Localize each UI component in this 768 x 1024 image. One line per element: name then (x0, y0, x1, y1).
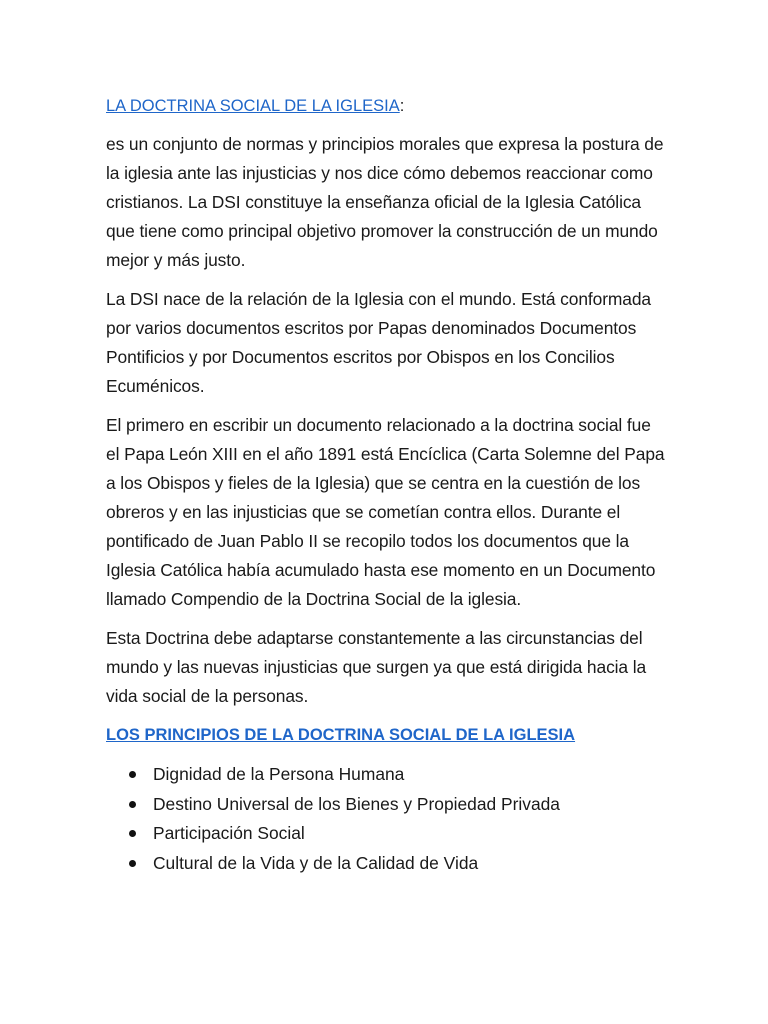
document-page (106, 92, 666, 878)
paragraph-history: El primero en escribir un documento relacionado a la doctrina social fue el Papa León XIII en el año 1891 está Encíclica (Carta Solemne del Papa a los Obispos y fieles de la Iglesia) que se centra en la cuestión de los obreros y en las injusticias que se cometían contra ellos. Durante el pontificado de Juan Pablo II se recopilo todos los documentos que la Iglesia Católica había acumulado hasta ese momento en un Documento llamado Compendio de la Doctrina Social de la iglesia. (106, 415, 665, 609)
bullet-icon (129, 860, 136, 867)
paragraph-adaptation: Esta Doctrina debe adaptarse constantemente a las circunstancias del mundo y las nuevas injusticias que surgen ya que está dirigida hacia la vida social de la personas. (106, 628, 647, 706)
heading-suffix: : (399, 97, 405, 115)
list-item-text: Dignidad de la Persona Humana (153, 764, 405, 784)
section-heading-principios (106, 721, 666, 750)
list-item (129, 849, 666, 879)
list-item-text: Destino Universal de los Bienes y Propiedad Privada (153, 793, 560, 814)
bullet-icon (129, 830, 136, 837)
principles-list (106, 760, 666, 878)
list-item-text: Cultural de la Vida y de la Calidad de Vida (153, 852, 479, 873)
list-item (129, 760, 666, 790)
section-heading-doctrina (106, 92, 666, 121)
heading-link-principios[interactable]: LOS PRINCIPIOS DE LA DOCTRINA SOCIAL DE LA IGLESIA (106, 726, 576, 744)
bullet-icon (129, 801, 136, 808)
bullet-icon (129, 771, 136, 778)
list-item (129, 790, 666, 820)
heading-link-doctrina[interactable]: LA DOCTRINA SOCIAL DE LA IGLESIA (106, 97, 400, 115)
paragraph-definition: es un conjunto de normas y principios morales que expresa la postura de la iglesia ante las injusticias y nos dice cómo debemos reaccionar como cristianos. La DSI constituye la enseñanza oficial de la Iglesia Católica que tiene como principal objetivo promover la construcción de un mundo mejor y más justo. (106, 134, 664, 270)
list-item-text: Participación Social (153, 823, 305, 843)
paragraph-origin: La DSI nace de la relación de la Iglesia con el mundo. Está conformada por varios documentos escritos por Papas denominados Documentos Pontificios y por Documentos escritos por Obispos en los Concilios Ecuménicos. (106, 289, 652, 396)
list-item (129, 819, 666, 849)
